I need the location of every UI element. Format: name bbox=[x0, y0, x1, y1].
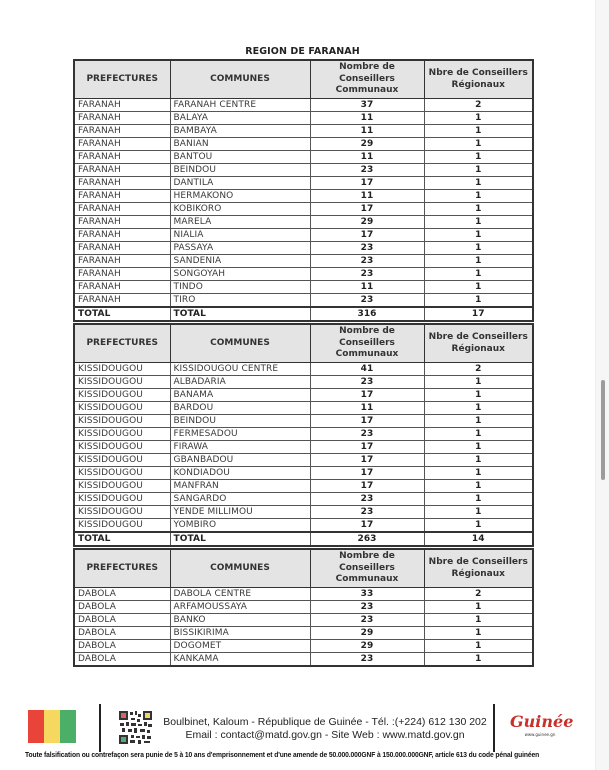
footer-divider bbox=[99, 704, 101, 752]
cell-conseillers-regionaux: 1 bbox=[424, 376, 533, 389]
cell-commune: BEINDOU bbox=[170, 164, 310, 177]
table-body bbox=[74, 99, 533, 322]
header-conseillers-communaux: Nombre de Conseillers Communaux bbox=[310, 324, 424, 363]
cell-conseillers-communaux: 17 bbox=[310, 454, 424, 467]
cell-conseillers-regionaux: 1 bbox=[424, 151, 533, 164]
cell-conseillers-regionaux: 1 bbox=[424, 190, 533, 203]
table-row bbox=[74, 255, 533, 268]
cell-prefecture: FARANAH bbox=[74, 99, 170, 112]
table-row bbox=[74, 294, 533, 308]
cell-conseillers-communaux: 41 bbox=[310, 363, 424, 376]
legal-disclaimer: Toute falsification ou contrefaçon sera punie de 5 à 10 ans d'emprisonnement et d'une amende de 50.000.000GNF à 150.000.000GNF, article 613 du code pénal guinéen bbox=[25, 750, 540, 759]
header-conseillers-regionaux: Nbre de Conseillers Régionaux bbox=[424, 324, 533, 363]
cell-conseillers-communaux: 23 bbox=[310, 506, 424, 519]
cell-prefecture: TOTAL bbox=[74, 532, 170, 546]
cell-conseillers-communaux: 23 bbox=[310, 294, 424, 308]
cell-conseillers-communaux: 11 bbox=[310, 281, 424, 294]
cell-commune: BARDOU bbox=[170, 402, 310, 415]
table-row bbox=[74, 112, 533, 125]
cell-commune: GBANBADOU bbox=[170, 454, 310, 467]
cell-conseillers-communaux: 29 bbox=[310, 216, 424, 229]
flag-stripe-green bbox=[60, 710, 76, 743]
cell-prefecture: KISSIDOUGOU bbox=[74, 493, 170, 506]
cell-prefecture: KISSIDOUGOU bbox=[74, 506, 170, 519]
contact-line: Email : contact@matd.gov.gn - Site Web : www.matd.gov.gn bbox=[185, 729, 465, 741]
cell-conseillers-regionaux: 1 bbox=[424, 112, 533, 125]
cell-commune: BAMBAYA bbox=[170, 125, 310, 138]
table-header-row bbox=[74, 549, 533, 588]
cell-commune: DABOLA CENTRE bbox=[170, 588, 310, 601]
table-row bbox=[74, 203, 533, 216]
cell-conseillers-regionaux: 1 bbox=[424, 255, 533, 268]
cell-conseillers-regionaux: 2 bbox=[424, 363, 533, 376]
table-row bbox=[74, 164, 533, 177]
cell-conseillers-communaux: 17 bbox=[310, 177, 424, 190]
cell-prefecture: KISSIDOUGOU bbox=[74, 402, 170, 415]
address-line: Boulbinet, Kaloum - République de Guinée - Tél. :(+224) 612 130 202 bbox=[163, 716, 487, 728]
header-conseillers-regionaux: Nbre de Conseillers Régionaux bbox=[424, 60, 533, 99]
cell-conseillers-communaux: 23 bbox=[310, 614, 424, 627]
table-row bbox=[74, 190, 533, 203]
cell-conseillers-regionaux: 2 bbox=[424, 99, 533, 112]
cell-prefecture: FARANAH bbox=[74, 177, 170, 190]
cell-commune: BANIAN bbox=[170, 138, 310, 151]
cell-prefecture: FARANAH bbox=[74, 203, 170, 216]
cell-commune: SANDENIA bbox=[170, 255, 310, 268]
cell-commune: MANFRAN bbox=[170, 480, 310, 493]
table-dabola bbox=[73, 548, 534, 667]
cell-commune: SANGARDO bbox=[170, 493, 310, 506]
table-row bbox=[74, 640, 533, 653]
cell-prefecture: KISSIDOUGOU bbox=[74, 428, 170, 441]
cell-commune: SONGOYAH bbox=[170, 268, 310, 281]
table-row bbox=[74, 138, 533, 151]
cell-conseillers-communaux: 23 bbox=[310, 493, 424, 506]
cell-conseillers-communaux: 29 bbox=[310, 627, 424, 640]
cell-prefecture: FARANAH bbox=[74, 281, 170, 294]
total-row bbox=[74, 307, 533, 321]
cell-conseillers-regionaux: 1 bbox=[424, 506, 533, 519]
cell-prefecture: FARANAH bbox=[74, 255, 170, 268]
cell-conseillers-communaux: 17 bbox=[310, 415, 424, 428]
guinea-flag-icon bbox=[28, 710, 76, 743]
cell-commune: BISSIKIRIMA bbox=[170, 627, 310, 640]
cell-prefecture: DABOLA bbox=[74, 601, 170, 614]
cell-prefecture: DABOLA bbox=[74, 653, 170, 667]
cell-commune: BALAYA bbox=[170, 112, 310, 125]
table-row bbox=[74, 177, 533, 190]
cell-conseillers-communaux: 17 bbox=[310, 467, 424, 480]
table-row bbox=[74, 480, 533, 493]
cell-conseillers-regionaux: 17 bbox=[424, 307, 533, 321]
header-conseillers-communaux: Nombre de Conseillers Communaux bbox=[310, 549, 424, 588]
cell-conseillers-regionaux: 1 bbox=[424, 242, 533, 255]
cell-conseillers-regionaux: 1 bbox=[424, 216, 533, 229]
cell-conseillers-communaux: 23 bbox=[310, 428, 424, 441]
cell-commune: TINDO bbox=[170, 281, 310, 294]
table-row bbox=[74, 519, 533, 533]
cell-conseillers-communaux: 17 bbox=[310, 480, 424, 493]
table-row bbox=[74, 363, 533, 376]
cell-conseillers-communaux: 33 bbox=[310, 588, 424, 601]
table-row bbox=[74, 614, 533, 627]
header-prefectures: PREFECTURES bbox=[74, 324, 170, 363]
cell-commune: KOBIKORO bbox=[170, 203, 310, 216]
cell-conseillers-communaux: 316 bbox=[310, 307, 424, 321]
table-row bbox=[74, 467, 533, 480]
cell-prefecture: FARANAH bbox=[74, 242, 170, 255]
total-row bbox=[74, 532, 533, 546]
cell-conseillers-regionaux: 1 bbox=[424, 519, 533, 533]
cell-prefecture: DABOLA bbox=[74, 588, 170, 601]
table-row bbox=[74, 99, 533, 112]
cell-prefecture: KISSIDOUGOU bbox=[74, 363, 170, 376]
table-faranah bbox=[73, 59, 534, 322]
cell-prefecture: DABOLA bbox=[74, 640, 170, 653]
cell-prefecture: FARANAH bbox=[74, 294, 170, 308]
table-row bbox=[74, 281, 533, 294]
cell-commune: BANAMA bbox=[170, 389, 310, 402]
cell-conseillers-regionaux: 1 bbox=[424, 614, 533, 627]
cell-conseillers-communaux: 17 bbox=[310, 519, 424, 533]
scrollbar-thumb[interactable] bbox=[601, 380, 605, 480]
table-header-row bbox=[74, 60, 533, 99]
table-row bbox=[74, 268, 533, 281]
cell-conseillers-communaux: 23 bbox=[310, 376, 424, 389]
cell-conseillers-communaux: 23 bbox=[310, 255, 424, 268]
cell-conseillers-communaux: 29 bbox=[310, 138, 424, 151]
cell-conseillers-regionaux: 1 bbox=[424, 601, 533, 614]
cell-conseillers-regionaux: 1 bbox=[424, 281, 533, 294]
cell-conseillers-communaux: 29 bbox=[310, 640, 424, 653]
flag-stripe-red bbox=[28, 710, 44, 743]
cell-commune: DANTILA bbox=[170, 177, 310, 190]
cell-commune: NIALIA bbox=[170, 229, 310, 242]
cell-conseillers-regionaux: 1 bbox=[424, 441, 533, 454]
header-conseillers-communaux: Nombre de Conseillers Communaux bbox=[310, 60, 424, 99]
cell-conseillers-regionaux: 1 bbox=[424, 138, 533, 151]
vertical-scrollbar[interactable] bbox=[595, 0, 609, 770]
cell-conseillers-regionaux: 1 bbox=[424, 177, 533, 190]
table-row bbox=[74, 428, 533, 441]
table-row bbox=[74, 389, 533, 402]
cell-conseillers-communaux: 23 bbox=[310, 268, 424, 281]
cell-conseillers-regionaux: 1 bbox=[424, 164, 533, 177]
cell-commune: KISSIDOUGOU CENTRE bbox=[170, 363, 310, 376]
cell-commune: MARELA bbox=[170, 216, 310, 229]
cell-conseillers-communaux: 23 bbox=[310, 164, 424, 177]
cell-conseillers-regionaux: 1 bbox=[424, 493, 533, 506]
table-row bbox=[74, 216, 533, 229]
cell-conseillers-communaux: 11 bbox=[310, 112, 424, 125]
cell-commune: BANTOU bbox=[170, 151, 310, 164]
cell-conseillers-communaux: 23 bbox=[310, 601, 424, 614]
header-communes: COMMUNES bbox=[170, 324, 310, 363]
cell-conseillers-communaux: 17 bbox=[310, 229, 424, 242]
cell-commune: FERMESADOU bbox=[170, 428, 310, 441]
table-header-row bbox=[74, 324, 533, 363]
header-communes: COMMUNES bbox=[170, 549, 310, 588]
table-row bbox=[74, 151, 533, 164]
cell-commune: TIRO bbox=[170, 294, 310, 308]
cell-prefecture: FARANAH bbox=[74, 164, 170, 177]
cell-conseillers-communaux: 17 bbox=[310, 389, 424, 402]
table-row bbox=[74, 493, 533, 506]
table-row bbox=[74, 627, 533, 640]
table-row bbox=[74, 415, 533, 428]
cell-prefecture: KISSIDOUGOU bbox=[74, 467, 170, 480]
table-row bbox=[74, 454, 533, 467]
cell-prefecture: FARANAH bbox=[74, 125, 170, 138]
table-row bbox=[74, 376, 533, 389]
header-prefectures: PREFECTURES bbox=[74, 549, 170, 588]
cell-prefecture: FARANAH bbox=[74, 268, 170, 281]
cell-conseillers-regionaux: 1 bbox=[424, 467, 533, 480]
table-row bbox=[74, 125, 533, 138]
header-communes: COMMUNES bbox=[170, 60, 310, 99]
cell-commune: BEINDOU bbox=[170, 415, 310, 428]
cell-commune: PASSAYA bbox=[170, 242, 310, 255]
cell-conseillers-communaux: 263 bbox=[310, 532, 424, 546]
logo-wordmark: Guinée bbox=[510, 712, 574, 731]
cell-prefecture: KISSIDOUGOU bbox=[74, 441, 170, 454]
header-prefectures: PREFECTURES bbox=[74, 60, 170, 99]
cell-prefecture: KISSIDOUGOU bbox=[74, 376, 170, 389]
cell-commune: FIRAWA bbox=[170, 441, 310, 454]
cell-conseillers-communaux: 17 bbox=[310, 203, 424, 216]
qr-code-icon bbox=[118, 710, 153, 745]
cell-conseillers-communaux: 37 bbox=[310, 99, 424, 112]
cell-conseillers-regionaux: 1 bbox=[424, 454, 533, 467]
cell-commune: BANKO bbox=[170, 614, 310, 627]
cell-conseillers-regionaux: 1 bbox=[424, 402, 533, 415]
cell-conseillers-regionaux: 1 bbox=[424, 640, 533, 653]
guinee-logo bbox=[510, 712, 574, 752]
cell-conseillers-regionaux: 1 bbox=[424, 268, 533, 281]
cell-prefecture: FARANAH bbox=[74, 229, 170, 242]
cell-conseillers-regionaux: 1 bbox=[424, 653, 533, 667]
cell-prefecture: KISSIDOUGOU bbox=[74, 389, 170, 402]
cell-prefecture: FARANAH bbox=[74, 112, 170, 125]
cell-conseillers-regionaux: 1 bbox=[424, 203, 533, 216]
header-conseillers-regionaux: Nbre de Conseillers Régionaux bbox=[424, 549, 533, 588]
cell-conseillers-communaux: 23 bbox=[310, 242, 424, 255]
table-row bbox=[74, 601, 533, 614]
cell-conseillers-regionaux: 2 bbox=[424, 588, 533, 601]
cell-commune: FARANAH CENTRE bbox=[170, 99, 310, 112]
cell-prefecture: KISSIDOUGOU bbox=[74, 480, 170, 493]
cell-commune: ALBADARIA bbox=[170, 376, 310, 389]
cell-commune: ARFAMOUSSAYA bbox=[170, 601, 310, 614]
table-row bbox=[74, 402, 533, 415]
cell-conseillers-regionaux: 1 bbox=[424, 428, 533, 441]
cell-conseillers-regionaux: 1 bbox=[424, 415, 533, 428]
cell-conseillers-communaux: 23 bbox=[310, 653, 424, 667]
table-row bbox=[74, 229, 533, 242]
cell-commune: DOGOMET bbox=[170, 640, 310, 653]
cell-conseillers-regionaux: 1 bbox=[424, 125, 533, 138]
cell-commune: TOTAL bbox=[170, 532, 310, 546]
cell-conseillers-communaux: 11 bbox=[310, 402, 424, 415]
cell-conseillers-communaux: 17 bbox=[310, 441, 424, 454]
cell-prefecture: KISSIDOUGOU bbox=[74, 519, 170, 533]
table-body bbox=[74, 588, 533, 667]
table-row bbox=[74, 441, 533, 454]
cell-prefecture: FARANAH bbox=[74, 216, 170, 229]
flag-stripe-yellow bbox=[44, 710, 60, 743]
cell-conseillers-regionaux: 14 bbox=[424, 532, 533, 546]
cell-conseillers-regionaux: 1 bbox=[424, 294, 533, 308]
cell-commune: KONDIADOU bbox=[170, 467, 310, 480]
table-row bbox=[74, 653, 533, 667]
cell-prefecture: KISSIDOUGOU bbox=[74, 415, 170, 428]
table-row bbox=[74, 588, 533, 601]
cell-conseillers-regionaux: 1 bbox=[424, 389, 533, 402]
page-footer bbox=[0, 690, 596, 770]
cell-commune: HERMAKONO bbox=[170, 190, 310, 203]
cell-commune: YENDE MILLIMOU bbox=[170, 506, 310, 519]
cell-conseillers-communaux: 11 bbox=[310, 151, 424, 164]
cell-prefecture: TOTAL bbox=[74, 307, 170, 321]
cell-prefecture: DABOLA bbox=[74, 614, 170, 627]
cell-conseillers-regionaux: 1 bbox=[424, 229, 533, 242]
cell-prefecture: FARANAH bbox=[74, 190, 170, 203]
cell-prefecture: KISSIDOUGOU bbox=[74, 454, 170, 467]
cell-prefecture: FARANAH bbox=[74, 138, 170, 151]
table-body bbox=[74, 363, 533, 547]
cell-prefecture: FARANAH bbox=[74, 151, 170, 164]
cell-conseillers-communaux: 11 bbox=[310, 125, 424, 138]
contact-info bbox=[160, 716, 490, 742]
region-title: REGION DE FARANAH bbox=[245, 46, 360, 57]
footer-divider-right bbox=[493, 704, 495, 752]
table-kissidougou bbox=[73, 323, 534, 547]
table-row bbox=[74, 242, 533, 255]
cell-commune: YOMBIRO bbox=[170, 519, 310, 533]
cell-conseillers-regionaux: 1 bbox=[424, 480, 533, 493]
cell-commune: KANKAMA bbox=[170, 653, 310, 667]
logo-url: www.guinee.gn bbox=[524, 732, 556, 737]
cell-conseillers-regionaux: 1 bbox=[424, 627, 533, 640]
cell-commune: TOTAL bbox=[170, 307, 310, 321]
cell-prefecture: DABOLA bbox=[74, 627, 170, 640]
table-row bbox=[74, 506, 533, 519]
cell-conseillers-communaux: 11 bbox=[310, 190, 424, 203]
